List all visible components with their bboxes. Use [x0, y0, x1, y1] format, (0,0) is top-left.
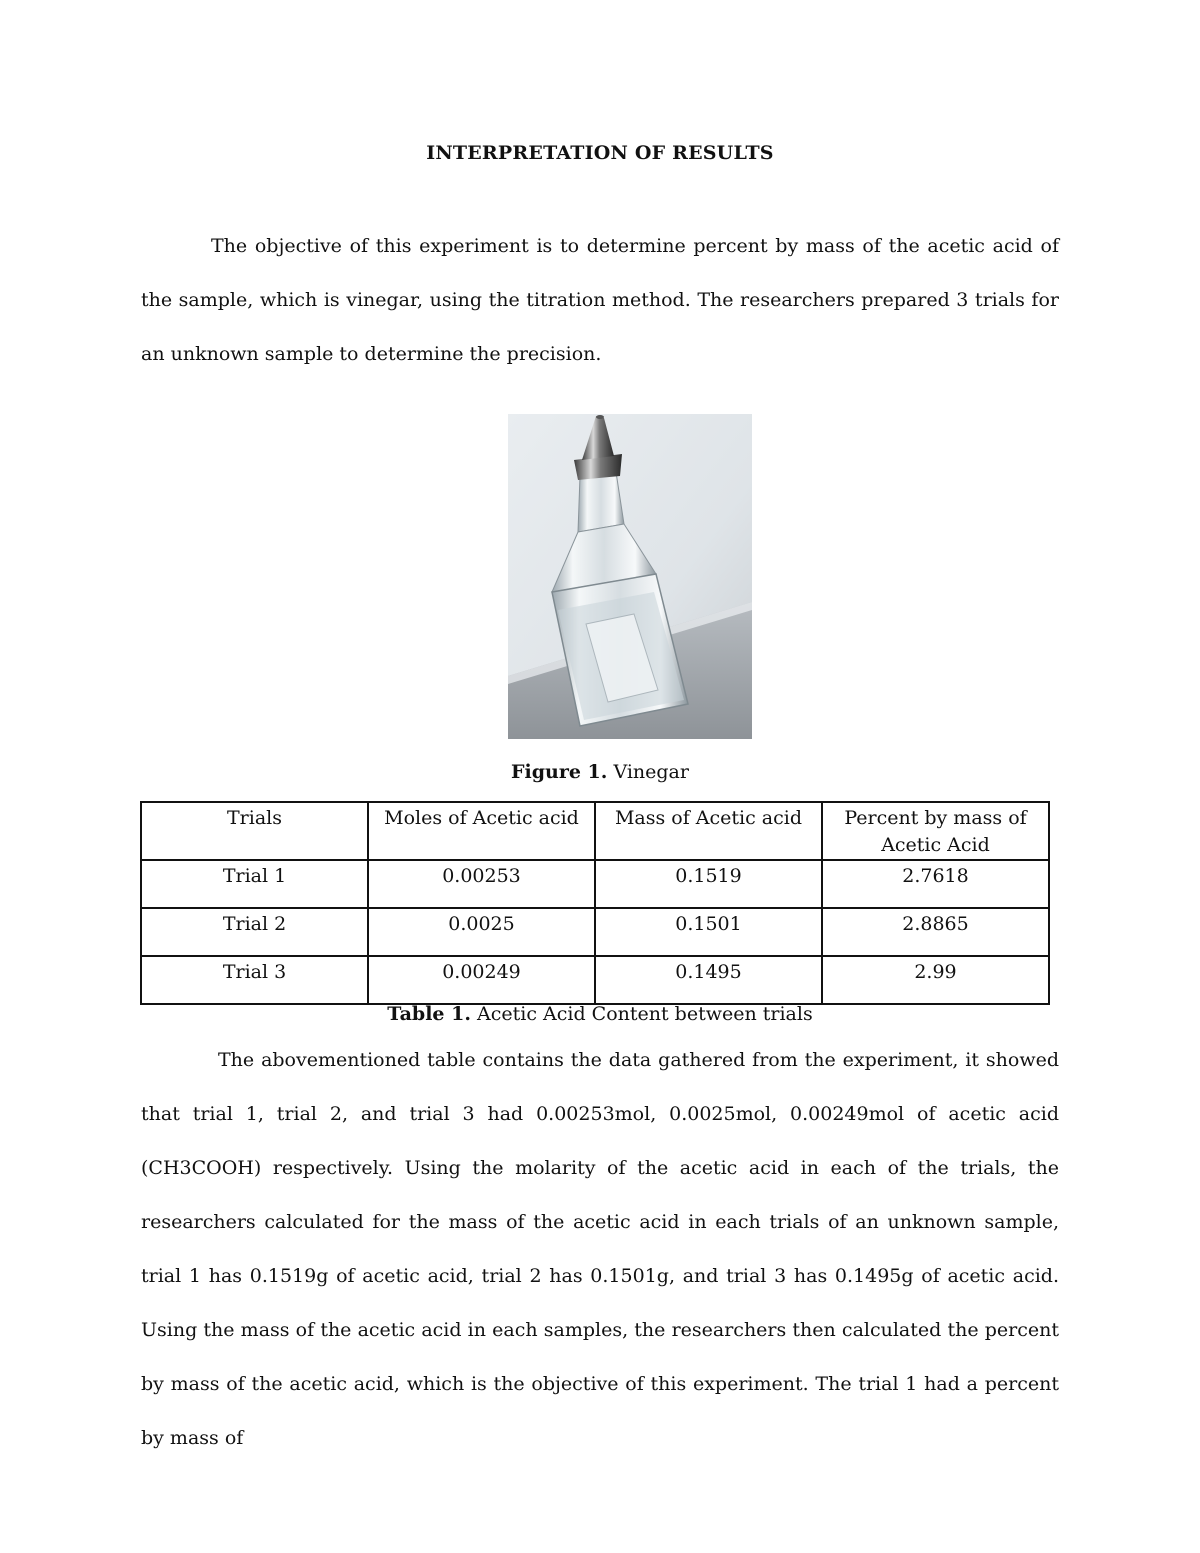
table-cell: 0.0025	[368, 908, 595, 956]
table-cell: 2.99	[822, 956, 1049, 1004]
figure-label: Figure 1.	[511, 761, 608, 783]
figure-caption	[0, 761, 1200, 783]
acetic-acid-table	[140, 801, 1050, 1005]
table-row	[141, 860, 1049, 908]
table-label: Table 1.	[387, 1003, 471, 1025]
table-cell: 0.1501	[595, 908, 822, 956]
table-cell: 2.7618	[822, 860, 1049, 908]
table-cell: 2.8865	[822, 908, 1049, 956]
discussion-paragraph: The abovementioned table contains the data gathered from the experiment, it showed that trial 1, trial 2, and trial 3 had 0.00253mol, 0.0025mol, 0.00249mol of acetic acid (CH3COOH) respectively. Using the molarity of the acetic acid in each of the trials, the researchers calculated for the mass of the acetic acid in each trials of an unknown sample, trial 1 has 0.1519g of acetic acid, trial 2 has 0.1501g, and trial 3 has 0.1495g of acetic acid. Using the mass of the acetic acid in each samples, the researchers then calculated the percent by mass of the acetic acid, which is the objective of this experiment. The trial 1 had a percent by mass of	[141, 1049, 1059, 1449]
column-header: Mass of Acetic acid	[595, 802, 822, 860]
vinegar-bottle-image	[508, 414, 752, 739]
intro-paragraph: The objective of this experiment is to determine percent by mass of the acetic acid of the sample, which is vinegar, using the titration method. The researchers prepared 3 trials for an unknown sample to determine the precision.	[141, 235, 1059, 365]
table-cell: Trial 1	[141, 860, 368, 908]
table-cell: 0.1519	[595, 860, 822, 908]
table-cell: 0.00249	[368, 956, 595, 1004]
column-header: Percent by mass of Acetic Acid	[822, 802, 1049, 860]
table-cell: 0.00253	[368, 860, 595, 908]
figure-caption-text: Vinegar	[613, 761, 689, 783]
table-header-row	[141, 802, 1049, 860]
table-cell: 0.1495	[595, 956, 822, 1004]
table-cell: Trial 3	[141, 956, 368, 1004]
table-cell: Trial 2	[141, 908, 368, 956]
page-title: INTERPRETATION OF RESULTS	[426, 142, 774, 164]
table-caption-text: Acetic Acid Content between trials	[477, 1003, 813, 1025]
column-header: Moles of Acetic acid	[368, 802, 595, 860]
table-row	[141, 908, 1049, 956]
table-row	[141, 956, 1049, 1004]
table-caption	[0, 1003, 1200, 1025]
column-header: Trials	[141, 802, 368, 860]
